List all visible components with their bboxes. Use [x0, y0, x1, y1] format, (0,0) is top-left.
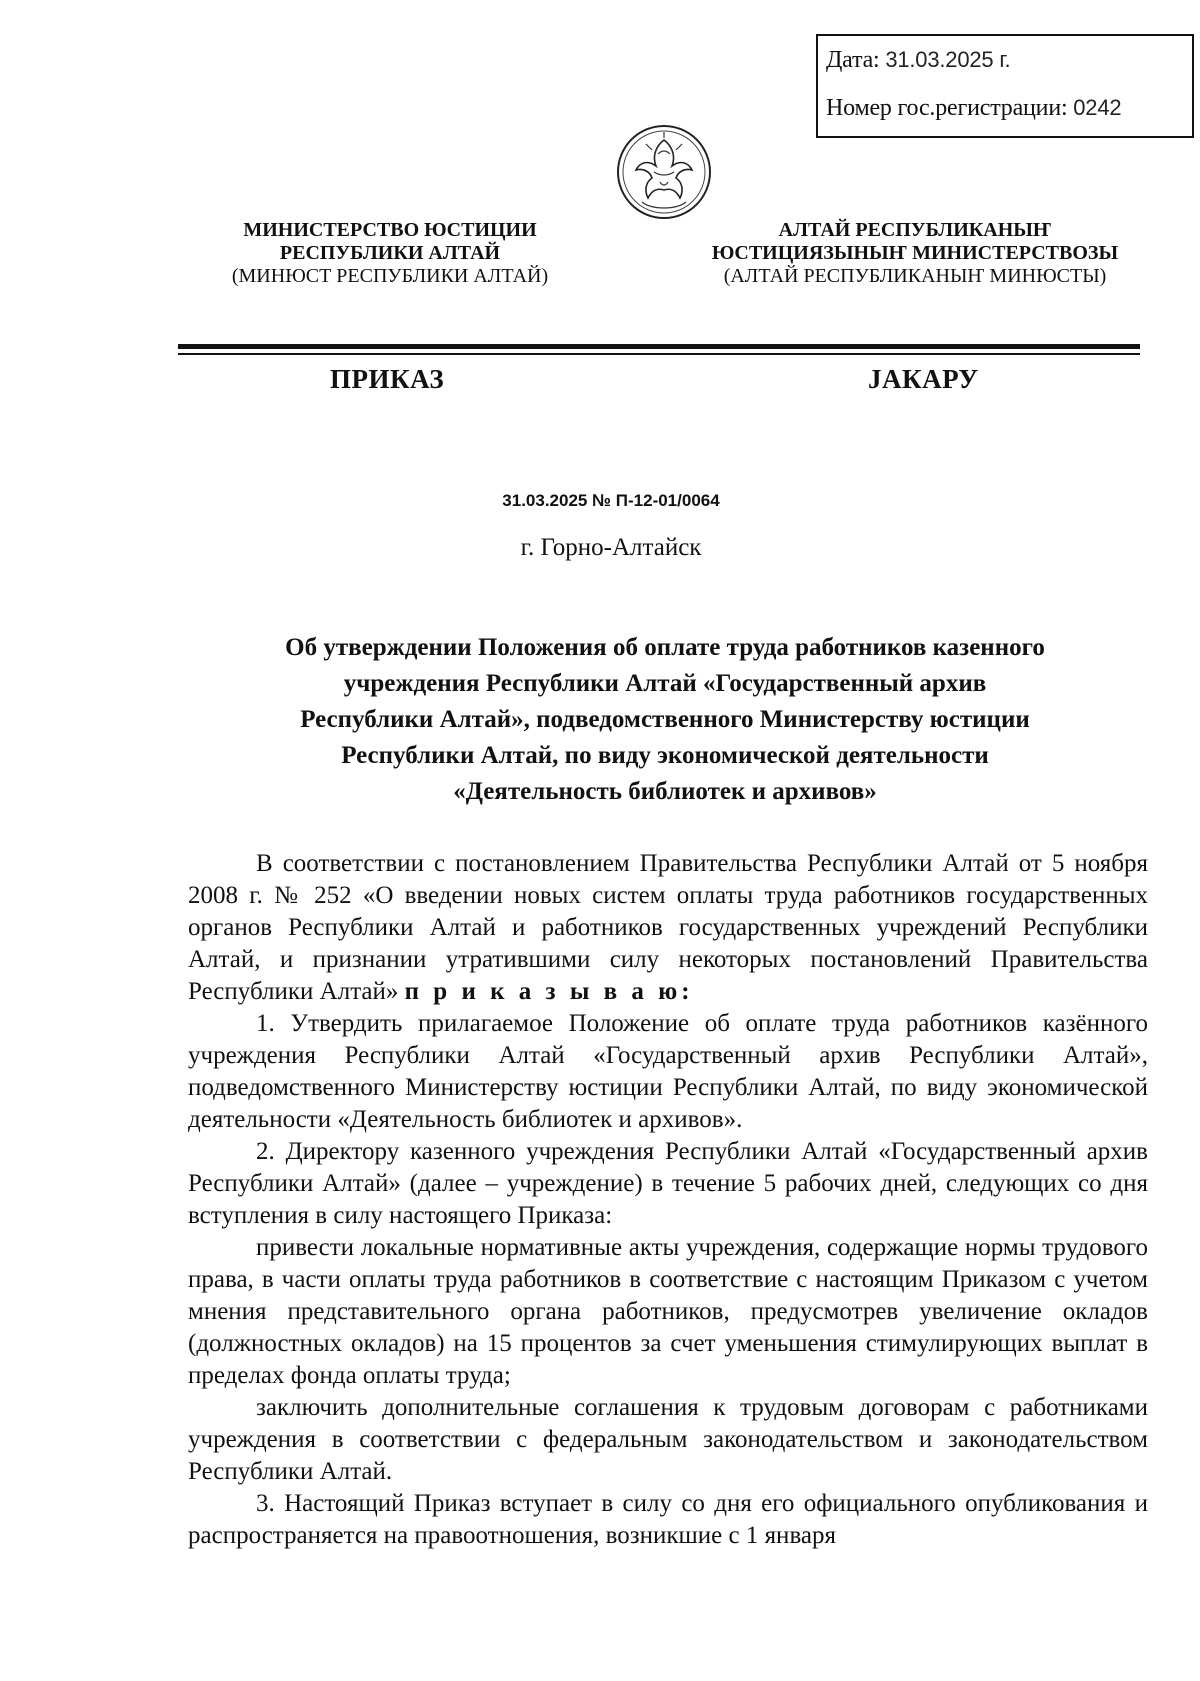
title-line: «Деятельность библиотек и архивов»: [453, 778, 877, 805]
document-type-russian: ПРИКАЗ: [330, 364, 445, 394]
registration-number: [826, 96, 1192, 120]
ministry-name-altai: [690, 219, 1140, 288]
registration-date-label: Дата:: [826, 47, 880, 73]
body-intro-order-word: п р и к а з ы в а ю:: [404, 978, 694, 1005]
title-line: Об утверждении Положения об оплате труда работников казенного: [285, 634, 1045, 661]
order-city: г. Горно-Алтайск: [520, 534, 702, 561]
document-title: [190, 630, 1140, 810]
title-line: учреждения Республики Алтай «Государственный архив: [343, 670, 987, 697]
title-line: Республики Алтай, по виду экономической деятельности: [341, 742, 989, 769]
registration-number-value: 0242: [1073, 95, 1122, 120]
body-paragraph-2: 2. Директору казенного учреждения Республики Алтай «Государственный архив Республики Алтай» (далее – учреждение) в течение 5 рабочих дней, следующих со дня вступления в силу настоящего Приказа:: [188, 1138, 1148, 1229]
ministry-name-alt-line2: ЮСТИЦИЯЗЫНЫҤ МИНИСТЕРСТВОЗЫ: [711, 242, 1119, 264]
ministry-name-ru-line2: РЕСПУБЛИКИ АЛТАЙ: [279, 242, 501, 264]
body-paragraph-3: 3. Настоящий Приказ вступает в силу со дня его официального опубликования и распространяется на правоотношения, возникшие с 1 января: [188, 1490, 1148, 1549]
ministry-name-alt-short: (АЛТАЙ РЕСПУБЛИКАНЫҤ МИНЮСТЫ): [723, 265, 1107, 287]
body-intro-paragraph: [188, 848, 1148, 1008]
registration-date: [826, 48, 1192, 72]
ministry-name-ru-line1: МИНИСТЕРСТВО ЮСТИЦИИ: [243, 219, 537, 241]
document-body: [188, 848, 1148, 1552]
registration-number-label: Номер гос.регистрации:: [826, 95, 1068, 121]
document-type-altai: JАКАРУ: [868, 364, 979, 394]
order-date-number: 31.03.2025 № П-12-01/0064: [502, 491, 720, 510]
ministry-name-alt-line1: АЛТАЙ РЕСПУБЛИКАНЫҤ: [778, 219, 1052, 241]
registration-date-value: 31.03.2025 г.: [885, 47, 1011, 72]
body-paragraph-2a: привести локальные нормативные акты учреждения, содержащие нормы трудового права, в части оплаты труда работников в соответствие с настоящим Приказом с учетом мнения представительного органа работников, предусмотрев увеличение окладов (должностных окладов) на 15 процентов за счет уменьшения стимулирующих выплат в пределах фонда оплаты труда;: [188, 1234, 1148, 1389]
ministry-name-ru-short: (МИНЮСТ РЕСПУБЛИКИ АЛТАЙ): [231, 265, 549, 287]
body-paragraph-1: 1. Утвердить прилагаемое Положение об оплате труда работников казённого учреждения Республики Алтай «Государственный архив Республики Алтай», подведомственного Министерству юстиции Республики Алтай, по виду экономической деятельности «Деятельность библиотек и архивов».: [188, 1010, 1148, 1133]
registration-stamp: [816, 34, 1194, 138]
header-divider-thin: [178, 353, 1140, 355]
body-intro-text: В соответствии с постановлением Правительства Республики Алтай от 5 ноября 2008 г. № 252 «О введении новых систем оплаты труда работников государственных органов Республики Алтай и работников государственных учреждений Республики Алтай, и признании утратившими силу некоторых постановлений Правительства Республики Алтай»: [188, 850, 1148, 1005]
body-paragraph-2b: заключить дополнительные соглашения к трудовым договорам с работниками учреждения в соответствии с федеральным законодательством и законодательством Республики Алтай.: [188, 1394, 1148, 1485]
coat-of-arms-emblem-icon: [612, 120, 716, 224]
header-divider-thick: [178, 344, 1140, 349]
ministry-name-russian: [200, 219, 580, 288]
title-line: Республики Алтай», подведомственного Министерству юстиции: [300, 706, 1030, 733]
